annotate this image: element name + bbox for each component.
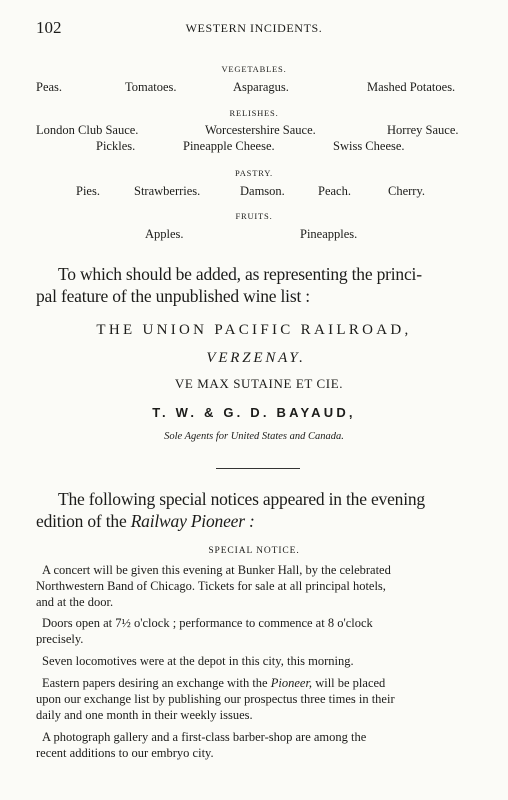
wine-verzenay: VERZENAY. (206, 350, 306, 366)
menu-item: Tomatoes. (125, 80, 177, 94)
notice-text: will be placed (312, 676, 386, 690)
relishes-caption: RELISHES. (229, 108, 279, 118)
vegetables-caption: VEGETABLES. (221, 64, 287, 74)
menu-item: Pineapples. (300, 227, 358, 241)
menu-item: Peach. (318, 184, 351, 198)
notice-line: recent additions to our embryo city. (36, 746, 214, 760)
section-divider (216, 468, 300, 469)
notice-line: Northwestern Band of Chicago. Tickets for sale at all principal hotels, (36, 579, 386, 593)
notice-line: precisely. (36, 632, 84, 646)
notice-line: upon our exchange list by publishing our prospectus three times in their (36, 692, 395, 706)
menu-item: Pineapple Cheese. (183, 139, 275, 153)
notice-line: Seven locomotives were at the depot in this city, this morning. (42, 654, 354, 668)
menu-item: Pickles. (96, 139, 136, 153)
running-header (36, 18, 472, 38)
pastry-caption: PASTRY. (235, 168, 273, 178)
notices-intro-prefix: edition of the (36, 511, 131, 531)
wine-maker: VE MAX SUTAINE ET CIE. (174, 376, 344, 391)
page-number: 102 (36, 18, 62, 37)
fruits-caption: FRUITS. (235, 211, 273, 221)
menu-item: Swiss Cheese. (333, 139, 405, 153)
menu-item: Asparagus. (233, 80, 289, 94)
notices-intro-line1: The following special notices appeared in the evening (58, 489, 425, 509)
notice-line (42, 675, 472, 691)
notice-line: daily and one month in their weekly issues. (36, 708, 253, 722)
menu-item: Strawberries. (134, 184, 201, 198)
notice-text: Eastern papers desiring an exchange with the (42, 676, 271, 690)
notice-line: A concert will be given this evening at Bunker Hall, by the celebrated (42, 563, 391, 577)
menu-item: Apples. (145, 227, 184, 241)
wine-agents: T. W. & G. D. BAYAUD, (152, 405, 356, 420)
menu-item: Horrey Sauce. (387, 123, 459, 137)
newspaper-title: Railway Pioneer : (130, 511, 255, 531)
notice-line: Doors open at 7½ o'clock ; performance to commence at 8 o'clock (42, 616, 373, 630)
notices-intro-line2 (36, 511, 476, 531)
running-title: WESTERN INCIDENTS. (185, 21, 323, 35)
special-notice-title: SPECIAL NOTICE. (208, 546, 300, 556)
menu-item: Worcestershire Sauce. (205, 123, 316, 137)
wine-agents-note: Sole Agents for United States and Canada. (164, 431, 344, 442)
menu-item: London Club Sauce. (36, 123, 139, 137)
wine-railroad: THE UNION PACIFIC RAILROAD, (96, 322, 412, 338)
menu-item: Pies. (76, 184, 100, 198)
wine-intro-line2: pal feature of the unpublished wine list : (36, 286, 310, 306)
menu-item: Peas. (36, 80, 63, 94)
menu-item: Damson. (240, 184, 285, 198)
menu-item: Cherry. (388, 184, 426, 198)
newspaper-name: Pioneer, (270, 676, 313, 690)
menu-item: Mashed Potatoes. (367, 80, 456, 94)
wine-intro-line1: To which should be added, as representing the princi- (58, 264, 422, 284)
notice-line: and at the door. (36, 595, 114, 609)
notice-line: A photograph gallery and a first-class barber-shop are among the (42, 730, 367, 744)
